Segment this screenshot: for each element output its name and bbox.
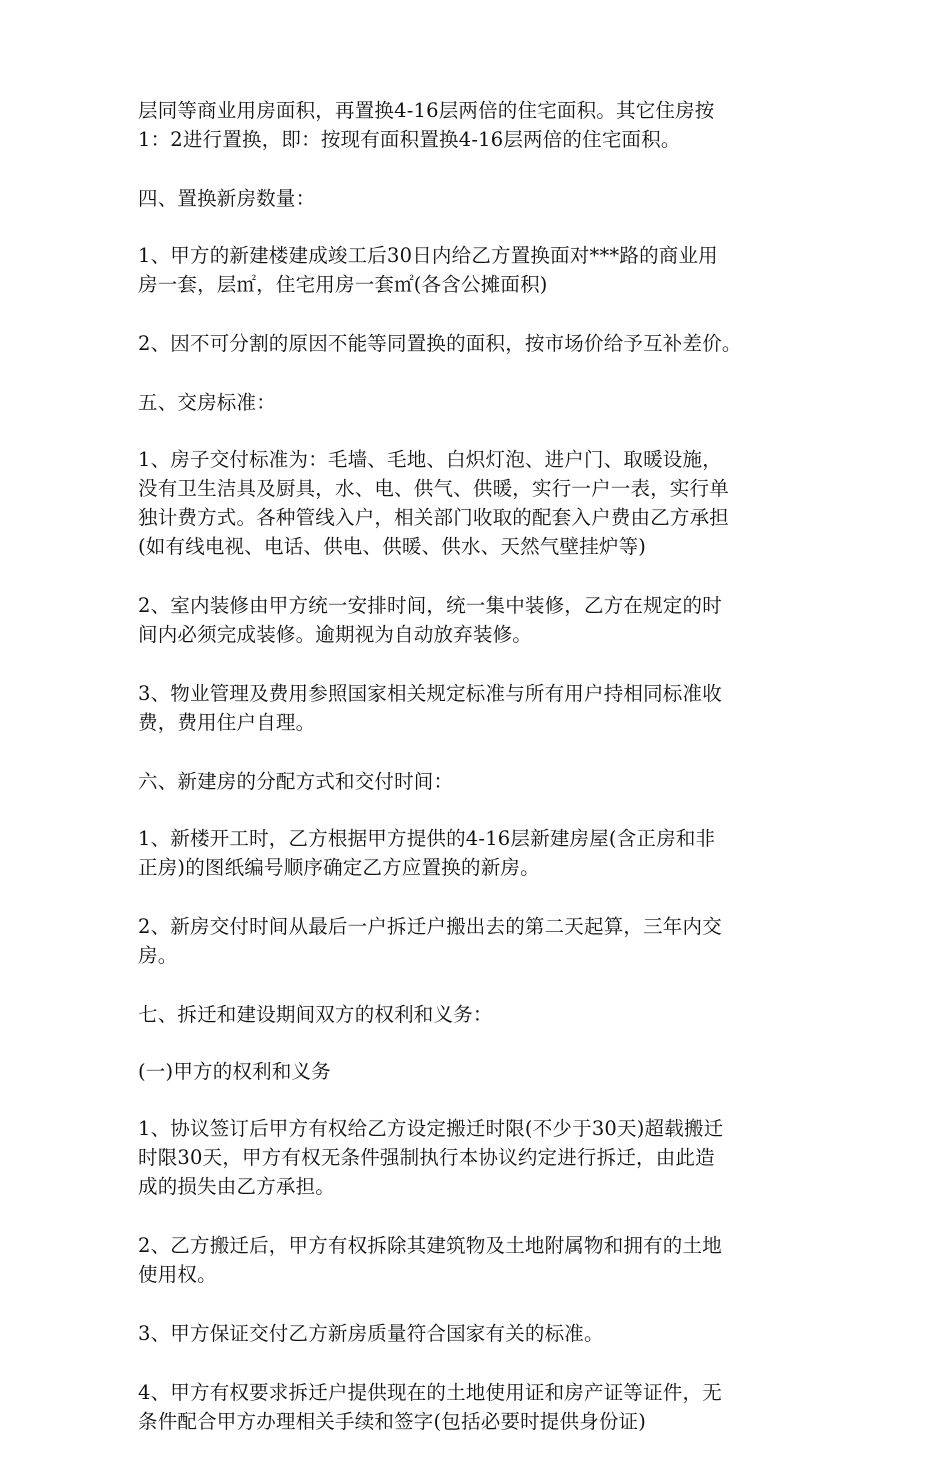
text-line: 房一套，层㎡，住宅用房一套㎡(各含公摊面积) xyxy=(138,273,548,296)
text-line: 2、新房交付时间从最后一户拆迁户搬出去的第二天起算，三年内交 xyxy=(138,915,722,938)
text-line: (一)甲方的权利和义务 xyxy=(138,1060,331,1083)
text-line: (如有线电视、电话、供电、供暖、供水、天然气壁挂炉等) xyxy=(138,535,647,558)
body-paragraph xyxy=(138,591,814,649)
body-paragraph xyxy=(138,824,814,882)
text-line: 独计费方式。各种管线入户，相关部门收取的配套入户费由乙方承担 xyxy=(138,506,730,529)
text-line: 层同等商业用房面积，再置换4-16层两倍的住宅面积。其它住房按 xyxy=(138,99,715,122)
text-line: 1、房子交付标准为：毛墙、毛地、白炽灯泡、进户门、取暖设施， xyxy=(138,448,722,471)
body-paragraph xyxy=(138,1378,814,1436)
text-line: 2、室内装修由甲方统一安排时间，统一集中装修，乙方在规定的时 xyxy=(138,594,722,617)
text-line: 1：2进行置换，即：按现有面积置换4-16层两倍的住宅面积。 xyxy=(138,128,681,151)
text-line: 间内必须完成装修。逾期视为自动放弃装修。 xyxy=(138,623,533,646)
body-paragraph xyxy=(138,445,814,561)
text-line: 1、协议签订后甲方有权给乙方设定搬迁时限(不少于30天)超载搬迁 xyxy=(138,1117,724,1140)
document-body xyxy=(138,96,814,1466)
body-paragraph xyxy=(138,241,814,299)
body-paragraph xyxy=(138,329,814,358)
text-line: 六、新建房的分配方式和交付时间： xyxy=(138,770,454,793)
text-line: 1、新楼开工时，乙方根据甲方提供的4-16层新建房屋(含正房和非 xyxy=(138,827,716,850)
text-line: 条件配合甲方办理相关手续和签字(包括必要时提供身份证) xyxy=(138,1410,647,1433)
text-line: 3、甲方保证交付乙方新房质量符合国家有关的标准。 xyxy=(138,1322,604,1345)
section-heading xyxy=(138,1000,814,1029)
body-paragraph xyxy=(138,96,814,154)
text-line: 五、交房标准： xyxy=(138,391,276,414)
body-paragraph xyxy=(138,1231,814,1289)
text-line: 正房)的图纸编号顺序确定乙方应置换的新房。 xyxy=(138,856,540,879)
text-line: 没有卫生洁具及厨具，水、电、供气、供暖，实行一户一表，实行单 xyxy=(138,477,730,500)
text-line: 4、甲方有权要求拆迁户提供现在的土地使用证和房产证等证件，无 xyxy=(138,1381,722,1404)
text-line: 房。 xyxy=(138,944,178,967)
body-paragraph xyxy=(138,679,814,737)
paragraph-list xyxy=(138,96,814,1436)
section-heading xyxy=(138,184,814,213)
text-line: 七、拆迁和建设期间双方的权利和义务： xyxy=(138,1003,493,1026)
text-line: 1、甲方的新建楼建成竣工后30日内给乙方置换面对***路的商业用 xyxy=(138,244,718,267)
text-line: 使用权。 xyxy=(138,1263,217,1286)
body-paragraph xyxy=(138,912,814,970)
text-line: 2、因不可分割的原因不能等同置换的面积，按市场价给予互补差价。 xyxy=(138,332,742,355)
text-line: 3、物业管理及费用参照国家相关规定标准与所有用户持相同标准收 xyxy=(138,682,722,705)
text-line: 费，费用住户自理。 xyxy=(138,711,316,734)
text-line: 成的损失由乙方承担。 xyxy=(138,1175,336,1198)
text-line: 2、乙方搬迁后，甲方有权拆除其建筑物及土地附属物和拥有的土地 xyxy=(138,1234,722,1257)
body-paragraph xyxy=(138,1114,814,1201)
text-line: 四、置换新房数量： xyxy=(138,187,316,210)
section-heading xyxy=(138,1057,814,1086)
text-line: 时限30天，甲方有权无条件强制执行本协议约定进行拆迁，由此造 xyxy=(138,1146,715,1169)
section-heading xyxy=(138,767,814,796)
section-heading xyxy=(138,388,814,417)
